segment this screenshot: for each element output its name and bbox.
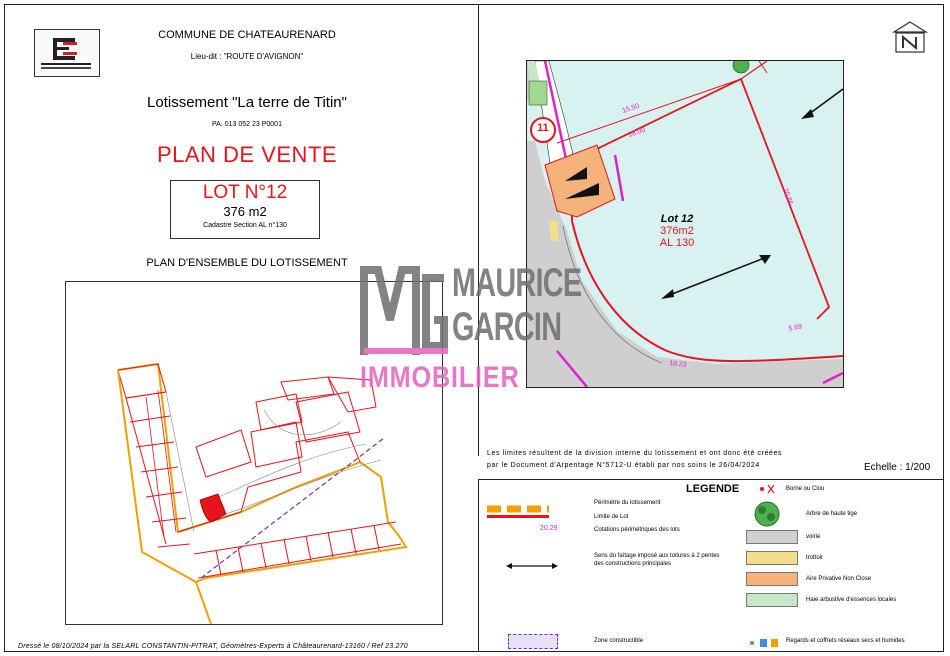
watermark-line-1: MAURICE	[452, 261, 582, 305]
perimetre-swatch	[487, 500, 549, 508]
legend-trottoir: trottoir	[806, 555, 824, 561]
dim-20-86: 20.86	[781, 187, 794, 207]
note-line-2: par le Document d'Arpentage N°5712-U établi par nos soins le 26/04/2024	[487, 462, 760, 469]
north-arrow-icon	[892, 20, 928, 54]
commune-title: COMMUNE DE CHATEAURENARD	[158, 29, 336, 41]
legend-cotations: Cotations périmétriques des lots	[594, 527, 680, 533]
cotation-example: 20.29	[540, 525, 558, 532]
legend-faitage-1: Sens du faîtage imposé aux toitures à 2 pentes	[594, 553, 720, 559]
detail-lot-label: Lot 12	[660, 213, 694, 225]
scale-label: Echelle : 1/200	[864, 462, 931, 473]
detail-lot-area: 376m2	[660, 225, 694, 237]
legend-zone: Zone constructible	[594, 638, 644, 644]
legend-regards: Regards et coffrets réseaux secs et humides	[786, 638, 905, 644]
agency-watermark	[360, 258, 590, 398]
legend-title: LEGENDE	[686, 483, 740, 495]
regards-icon	[748, 635, 780, 645]
dim-5-69: 5.69	[787, 323, 803, 333]
lot-area: 376 m2	[223, 204, 267, 219]
tree-icon	[752, 500, 782, 528]
double-arrow-icon	[506, 557, 558, 565]
borne-icon	[758, 482, 776, 494]
dim-15-50: 15.50	[621, 102, 641, 115]
footer-credit: Dressé le 08/10/2024 par la SELARL CONSTANTIN-PITRAT, Géomètres-Experts à Châteaurenard-13160 / Ref 23.270	[18, 643, 408, 650]
legend-aire: Aire Privative Non Close	[806, 576, 872, 582]
watermark-line-2: GARCIN	[452, 305, 562, 349]
haie-swatch	[746, 593, 798, 607]
watermark-line-3: IMMOBILIER	[360, 361, 520, 394]
plan-title: PLAN DE VENTE	[156, 142, 338, 167]
limite-swatch	[487, 515, 549, 518]
lot-info-box	[170, 180, 320, 239]
lieu-dit: Lieu-dit : "ROUTE D'AVIGNON"	[190, 52, 304, 61]
lotissement-name: Lotissement "La terre de Titin"	[147, 94, 347, 111]
aire-swatch	[746, 572, 798, 586]
neighbor-lot-number: 11	[537, 122, 549, 134]
lot-cadastre: Cadastre Section AL n°130	[203, 222, 287, 229]
detail-lot-ref: AL 130	[659, 237, 695, 249]
surveyor-logo	[34, 29, 100, 77]
voirie-swatch	[746, 530, 798, 544]
legend-perimetre: Périmètre du lotissement	[594, 500, 661, 506]
lot-12-label-group	[637, 213, 717, 249]
legend-haie: Haie arbustive d'essences locales	[806, 597, 897, 603]
lot-number: LOT N°12	[202, 182, 288, 203]
pa-reference: PA. 013 052 23 P0001	[212, 121, 282, 128]
legend-limite: Limite de Lot	[594, 514, 629, 520]
note-line-1: Les limites résultent de la division interne du lotissement et ont donc été créées	[487, 450, 783, 457]
zone-swatch	[508, 634, 558, 649]
dim-18-23: 18.23	[668, 360, 687, 369]
dim-18-00: 18.00	[627, 126, 647, 139]
legend-voirie: voirie	[806, 534, 821, 540]
legend-borne: Borne ou Clou	[786, 486, 825, 492]
trottoir-swatch	[746, 551, 798, 565]
legend-faitage-2: des constructions principales	[594, 561, 672, 567]
overview-title: PLAN D'ENSEMBLE DU LOTISSEMENT	[146, 257, 348, 269]
legend-arbre: Arbre de haute tige	[806, 511, 858, 517]
